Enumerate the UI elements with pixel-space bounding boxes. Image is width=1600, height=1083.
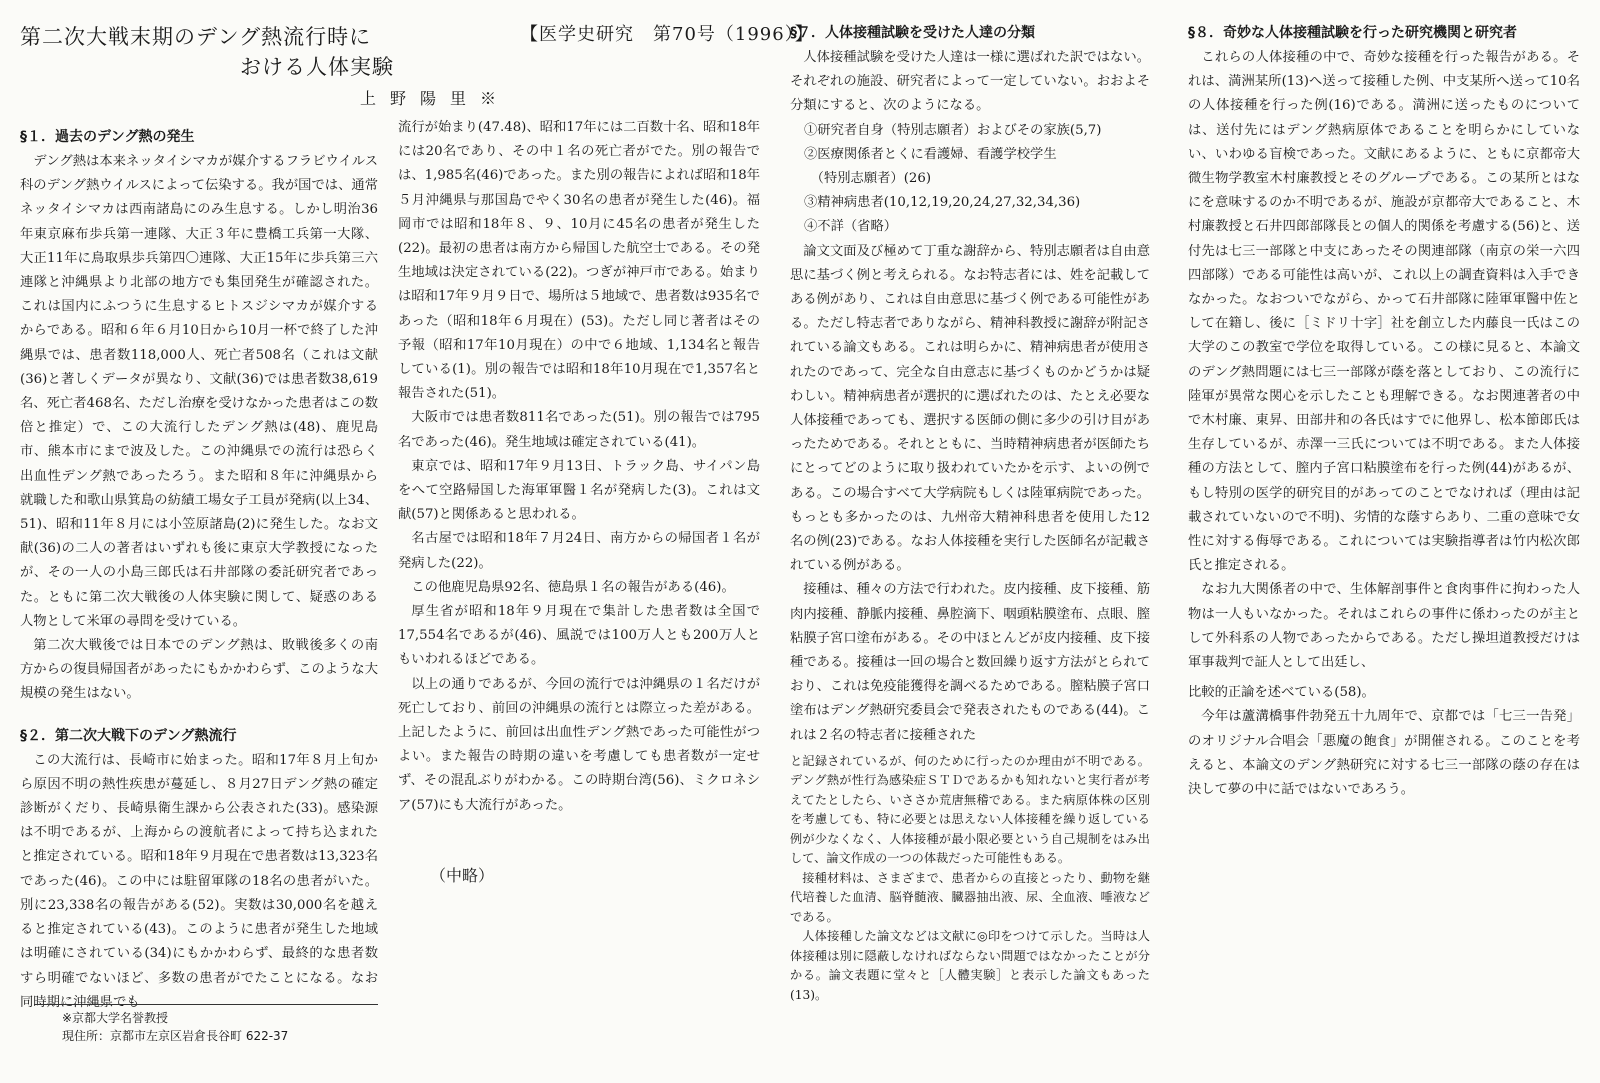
section-7-paragraph: 接種は、種々の方法で行われた。皮内接種、皮下接種、筋肉内接種、静脈内接種、鼻腔滴下、咽頭粘膜塗布、点眼、膣粘膜子宮口塗布がある。その中ほとんどが皮内接種、皮下接種である。接種は一回の場合と数回繰り返す方法がとられており、これは免疫能獲得を調べるためである。膣粘膜子宮口塗布はデング熱研究委員会で発表されたものである(44)。これは２名の特志者に接種された [790, 582, 1150, 743]
column-2-paragraph: 名古屋では昭和18年７月24日、南方からの帰国者１名が発病した(22)。 [398, 531, 760, 571]
section-7-paragraph: 人体接種した論文などは文献に◎印をつけて示した。当時は人体接種は別に隠蔽しなければならない問題ではなかったことが分かる。論文表題に堂々と［人體実験］と表示した論文もあった(13)。 [790, 929, 1150, 1002]
article-title [20, 22, 400, 82]
column-3 [790, 22, 1150, 1005]
subject-classification-list [790, 119, 1150, 240]
column-2-paragraph: 大阪市では患者数811名であった(51)。別の報告では795名であった(46)。発生地域は確定されている(41)。 [398, 410, 760, 450]
section-1-paragraph: デング熱は本来ネッタイシマカが媒介するフラビウイルス科のデング熱ウイルスによって伝染する。我が国では、通常ネッタイシマカは西南諸島にのみ生息する。しかし明治36年東京麻布歩兵第一連隊、大正３年に豊橋工兵第一大隊、大正11年に鳥取県歩兵第四〇連隊、大正15年に歩兵第三六連隊と沖縄県より北部の地方でも集団発生が確認された。これは国内にふつうに生息するヒトスジシマカが媒介するからである。昭和６年６月10日から10月一杯で終了した沖縄県では、患者数118,000人、死亡者508名（これは文献(36)と著しくデータが異なり、文献(36)では患者数38,619名、死亡者468名、ただし治療を受けなかった患者はこの数倍と推定）で、この大流行したデング熱は(48)、鹿児島市、熊本市にまで波及した。この沖縄県での流行は恐らく出血性デング熱であったろう。また昭和８年に沖縄県から就職した和歌山県箕島の紡績工場女子工員が発病(以上34、51)、昭和11年８月には小笠原諸島(2)に発生した。なお文献(36)の二人の著者はいずれも後に東京大学教授になったが、その一人の小島三郎氏は石井部隊の委託研究者であった。ともに第二次大戦後の人体実験に関して、疑惑のある人物として米軍の尋問を受けている。 [20, 154, 378, 629]
list-item: ①研究者自身（特別志願者）およびその家族(5,7) [804, 122, 1102, 138]
section-8-paragraph: これらの人体接種の中で、奇妙な接種を行った報告がある。それは、満洲某所(13)へ送って接種した例、中支某所へ送って10名の人体接種を行った例(16)である。満洲に送ったものについては、送付先にはデング熱病原体であることを明らかにしていない、いわゆる盲検であった。文献にあるように、ともに京都帝大微生物学教室木村廉教授とそのグループである。この某所とはなにを意味するのか不明であるが、施設が京都帝大であること、木村廉教授と石井四郎部隊長との個人的関係を考慮する(56)と、送付先は七三一部隊と中支にあったその関連部隊（南京の栄一六四四部隊）である可能性は高いが、これ以上の調査資料は入手できなかった。なおついでながら、かって石井部隊に陸軍軍醫中佐として在籍し、後に［ミドリ十字］社を創立した内藤良一氏はこの大学のこの教室で学位を取得している。この様に見ると、本論文のデング熱問題には七三一部隊が蔭を落としており、この流行に陸軍が異常な関心を示したことも理解できる。なお関連著者の中で木村廉、東昇、田部井和の各氏はすでに他界し、松本節郎氏は生存しているが、赤澤一三氏については不明である。また人体接種の方法として、膣内子宮口粘膜塗布を行った例(44)があるが、もし特別の医学的研究目的があってのことでなければ（理由は記載されていないので不明)、劣情的な蔭すらあり、二重の意味で女性に対する侮辱である。これについては実験指導者は竹内松次郎氏と推定される。 [1188, 50, 1580, 574]
column-1 [20, 126, 378, 1015]
section-2-heading: §２．第二次大戦下のデング熱流行 [20, 727, 237, 744]
omission-mark: （中略） [430, 866, 495, 885]
list-item: ③精神病患者(10,12,19,20,24,27,32,34,36) [804, 195, 1081, 211]
list-item: （特別志願者）(26) [804, 171, 932, 187]
section-7-paragraph: 論文文面及び極めて丁重な謝辞から、特別志願者は自由意思に基づく例と考えられる。なお特志者には、姓を記載してある例があり、これは自由意思に基づく例である可能性がある。ただし特志者でありながら、精神科教授に謝辞が附記されている論文もある。これは明らかに、精神病患者が使用されたのであって、完全な自由意志に基づくものかどうかは疑わしい。精神病患者が選択的に選ばれたのは、たとえ必要な人体接種であっても、選択する医師の側に多少の引け目があったためである。それとともに、当時精神病患者が医師たちにとってどのように取り扱われていたかを示す、よいの例である。この場合すべて大学病院もしくは陸軍病院であった。もっとも多かったのは、九州帝大精神科患者を使用した12名の例(23)である。なお人体接種を実行した医師名が記載されている例がある。 [790, 243, 1150, 574]
section-8-paragraph: 比較的正論を述べている(58)。 [1188, 685, 1375, 701]
section-7-paragraph: 接種材料は、さまざまで、患者からの直接とったり、動物を継代培養した血清、脳脊髄液、臓器抽出液、尿、全血液、唾液などである。 [790, 870, 1150, 924]
section-8-heading: §８．奇妙な人体接種試験を行った研究機関と研究者 [1188, 25, 1517, 41]
section-1-heading: §１．過去のデング熱の発生 [20, 129, 195, 145]
footnote [34, 1004, 378, 1045]
section-7-heading: §７．人体接種試験を受けた人達の分類 [790, 25, 1035, 41]
journal-citation: 【医学史研究 第70号（1996）】 [520, 24, 814, 45]
section-8-paragraph: 今年は蘆溝橋事件勃発五十九周年で、京都では「七三一告発」のオリジナル合唱会「悪魔の飽食」が開催される。このことを考えると、本論文のデング熱研究に対する七三一部隊の蔭の存在は決して夢の中に話ではないであろう。 [1188, 709, 1580, 798]
section-7-paragraph: と記録されているが、何のために行ったのか理由が不明である。デング熱が性行為感染症ＳＴＤであるかも知れないと実行者が考えてたとしたら、いささか荒唐無稽である。また病原体株の区別を考慮しても、特に必要とは思えない人体接種を繰り返している例が少なくなく、人体接種が最小限必要という自己規制をはみ出して、論文作成の一つの体裁だった可能性もある。 [790, 753, 1150, 866]
column-2-paragraph: 厚生省が昭和18年９月現在で集計した患者数は全国で17,554名であるが(46)、風説では100万人とも200万人ともいわれるほどである。 [398, 604, 760, 668]
column-2-paragraph: 東京では、昭和17年９月13日、トラック島、サイパン島をへて空路帰国した海軍軍醫１名が発病した(3)。これは文献(57)と関係あると思われる。 [398, 458, 760, 523]
list-item: ②医療関係者とくに看護婦、看護学校学生 [804, 146, 1057, 162]
section-8-paragraph: なお九大関係者の中で、生体解剖事件と食肉事件に拘わった人物は一人もいなかった。それはこれらの事件に係わったのが主として外科系の人物であったからである。ただし操坦道教授だけは軍事裁判で証人として出廷し、 [1188, 582, 1580, 671]
column-2-paragraph: この他鹿児島県92名、徳島県１名の報告がある(46)。 [411, 579, 735, 595]
section-2-paragraph: この大流行は、長崎市に始まった。昭和17年８月上旬から原因不明の熱性疾患が蔓延し、８月27日デング熱の確定診断がくだり、長崎県衛生課から公表された(33)。感染源は不明であるが、上海からの渡航者によって持ち込まれたと推定されている。昭和18年９月現在で患者数は13,323名であった(46)。この中には駐留軍隊の18名の患者がいた。別に23,338名の報告がある(52)。実数は30,000名を越えると推定されている(43)。このように患者が発生した地域は明確にされている(34)にもかかわらず、最終的な患者数すら明確でないほど、多数の患者がでたことになる。なお同時期に沖縄県でも [20, 752, 378, 1010]
column-2 [398, 116, 760, 818]
title-line-1: 第二次大戦末期のデング熱流行時に [20, 25, 372, 49]
author-name: 上野陽里※ [360, 89, 511, 108]
section-1-paragraph: 第二次大戦後では日本でのデング熱は、敗戦後多くの南方からの復員帰国者があったにもかかわらず、このような大規模の発生はない。 [20, 638, 378, 702]
column-2-paragraph: 以上の通りであるが、今回の流行では沖縄県の１名だけが死亡しており、前回の沖縄県の流行とは際立った差がある。上記したように、前回は出血性デング熱であった可能性がつよい。また報告の時期の違いを考慮しても患者数が一定せず、その混乱ぶりがわかる。この時期台湾(56)、ミクロネシア(57)にも大流行があった。 [398, 676, 760, 813]
footnote-address: 現住所：京都市左京区岩倉長谷町 622-37 [62, 1029, 289, 1043]
footnote-affiliation: ※京都大学名誉教授 [62, 1011, 169, 1025]
title-line-2: おける人体実験 [240, 55, 394, 79]
column-2-paragraph: 流行が始まり(47.48)、昭和17年には二百数十名、昭和18年には20名であり、その中１名の死亡者がでた。別の報告では、1,985名(46)であった。また別の報告によれば昭和18年５月沖縄県与那国島でやく30名の患者が発生した(46)。福岡市では昭和18年８、９、10月に45名の患者が発生した(22)。最初の患者は南方から帰国した航空士である。その発生地域は決定されている(22)。つぎが神戸市である。始まりは昭和17年９月９日で、場所は５地域で、患者数は935名であった（昭和18年６月現在）(53)。ただし同じ著者はその予報（昭和17年10月現在）の中で６地域、1,134名と報告している(1)。別の報告では昭和18年10月現在で1,357名と報告された(51)。 [398, 120, 760, 402]
column-4 [1188, 22, 1580, 802]
section-7-paragraph: 人体接種試験を受けた人達は一様に選ばれた訳ではない。それぞれの施設、研究者によって一定していない。おおよそ分類にすると、次のようになる。 [790, 50, 1150, 114]
list-item: ④不詳（省略） [804, 219, 898, 235]
